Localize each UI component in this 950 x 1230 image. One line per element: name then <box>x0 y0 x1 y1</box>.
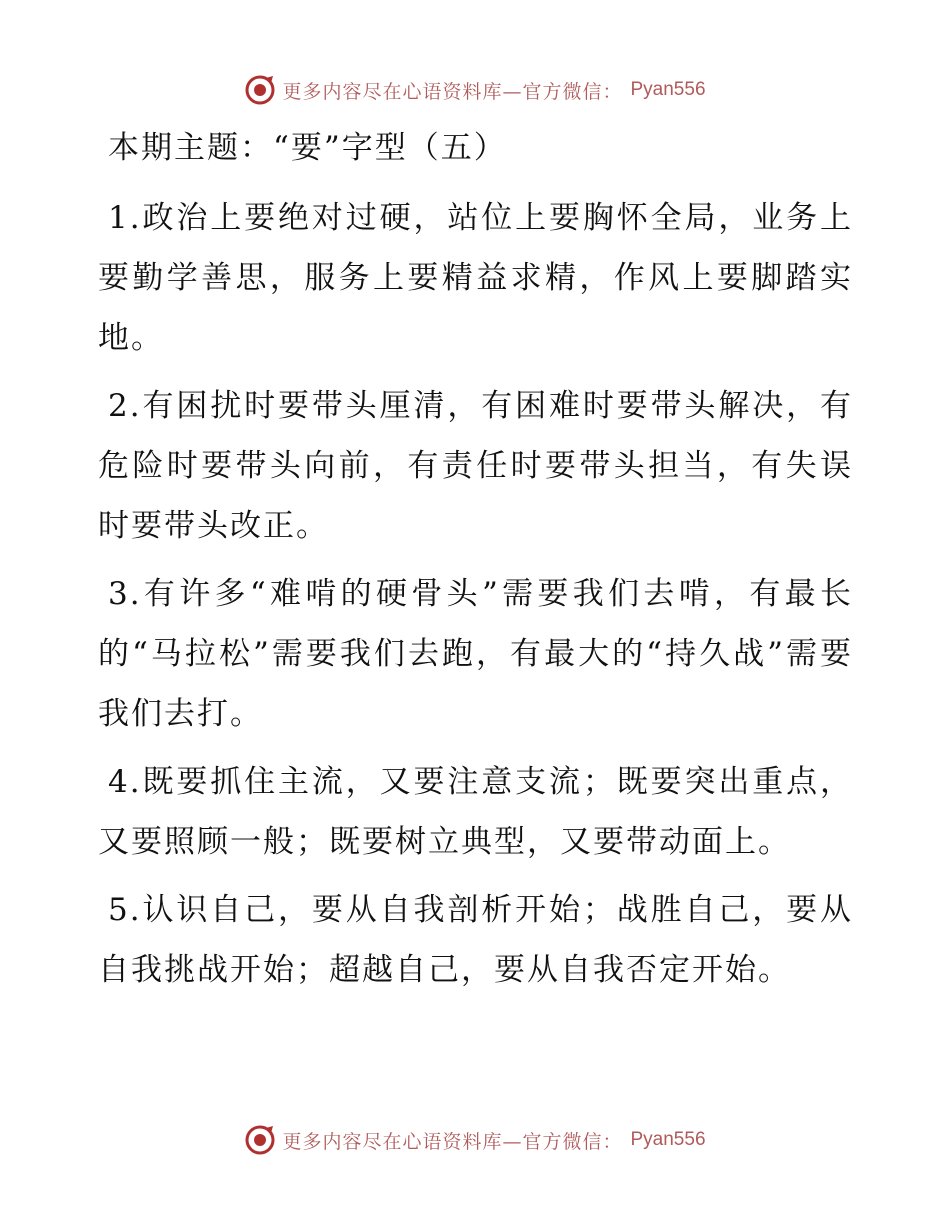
pen-logo-icon <box>244 74 276 106</box>
watermark-text: 更多内容尽在心语资料库—官方微信： <box>282 1130 623 1153</box>
pen-logo-icon <box>244 1124 276 1156</box>
document-body <box>98 122 853 1008</box>
list-item-5: 5.认识自己，要从自我剖析开始；战胜自己，要从自我挑战开始；超越自己，要从自我否定开始。 <box>98 892 853 988</box>
watermark-text: 更多内容尽在心语资料库—官方微信： <box>282 80 623 103</box>
header-watermark <box>0 70 950 110</box>
list-item-2: 2.有困扰时要带头厘清，有困难时要带头解决，有危险时要带头向前，有责任时要带头担当，有失误时要带头改正。 <box>98 388 853 544</box>
list-item-4: 4.既要抓住主流，又要注意支流；既要突出重点，又要照顾一般；既要树立典型，又要带动面上。 <box>98 764 853 860</box>
list-item-3: 3.有许多“难啃的硬骨头”需要我们去啃，有最长的“马拉松”需要我们去跑，有最大的“持久战”需要我们去打。 <box>98 576 853 732</box>
watermark-wechat-id: Pyan556 <box>630 79 706 100</box>
list-item-1: 1.政治上要绝对过硬，站位上要胸怀全局，业务上要勤学善思，服务上要精益求精，作风上要脚踏实地。 <box>98 200 853 356</box>
footer-watermark <box>0 1120 950 1160</box>
watermark-wechat-id: Pyan556 <box>630 1129 706 1150</box>
page-title: 本期主题：“要”字型（五） <box>108 130 507 166</box>
